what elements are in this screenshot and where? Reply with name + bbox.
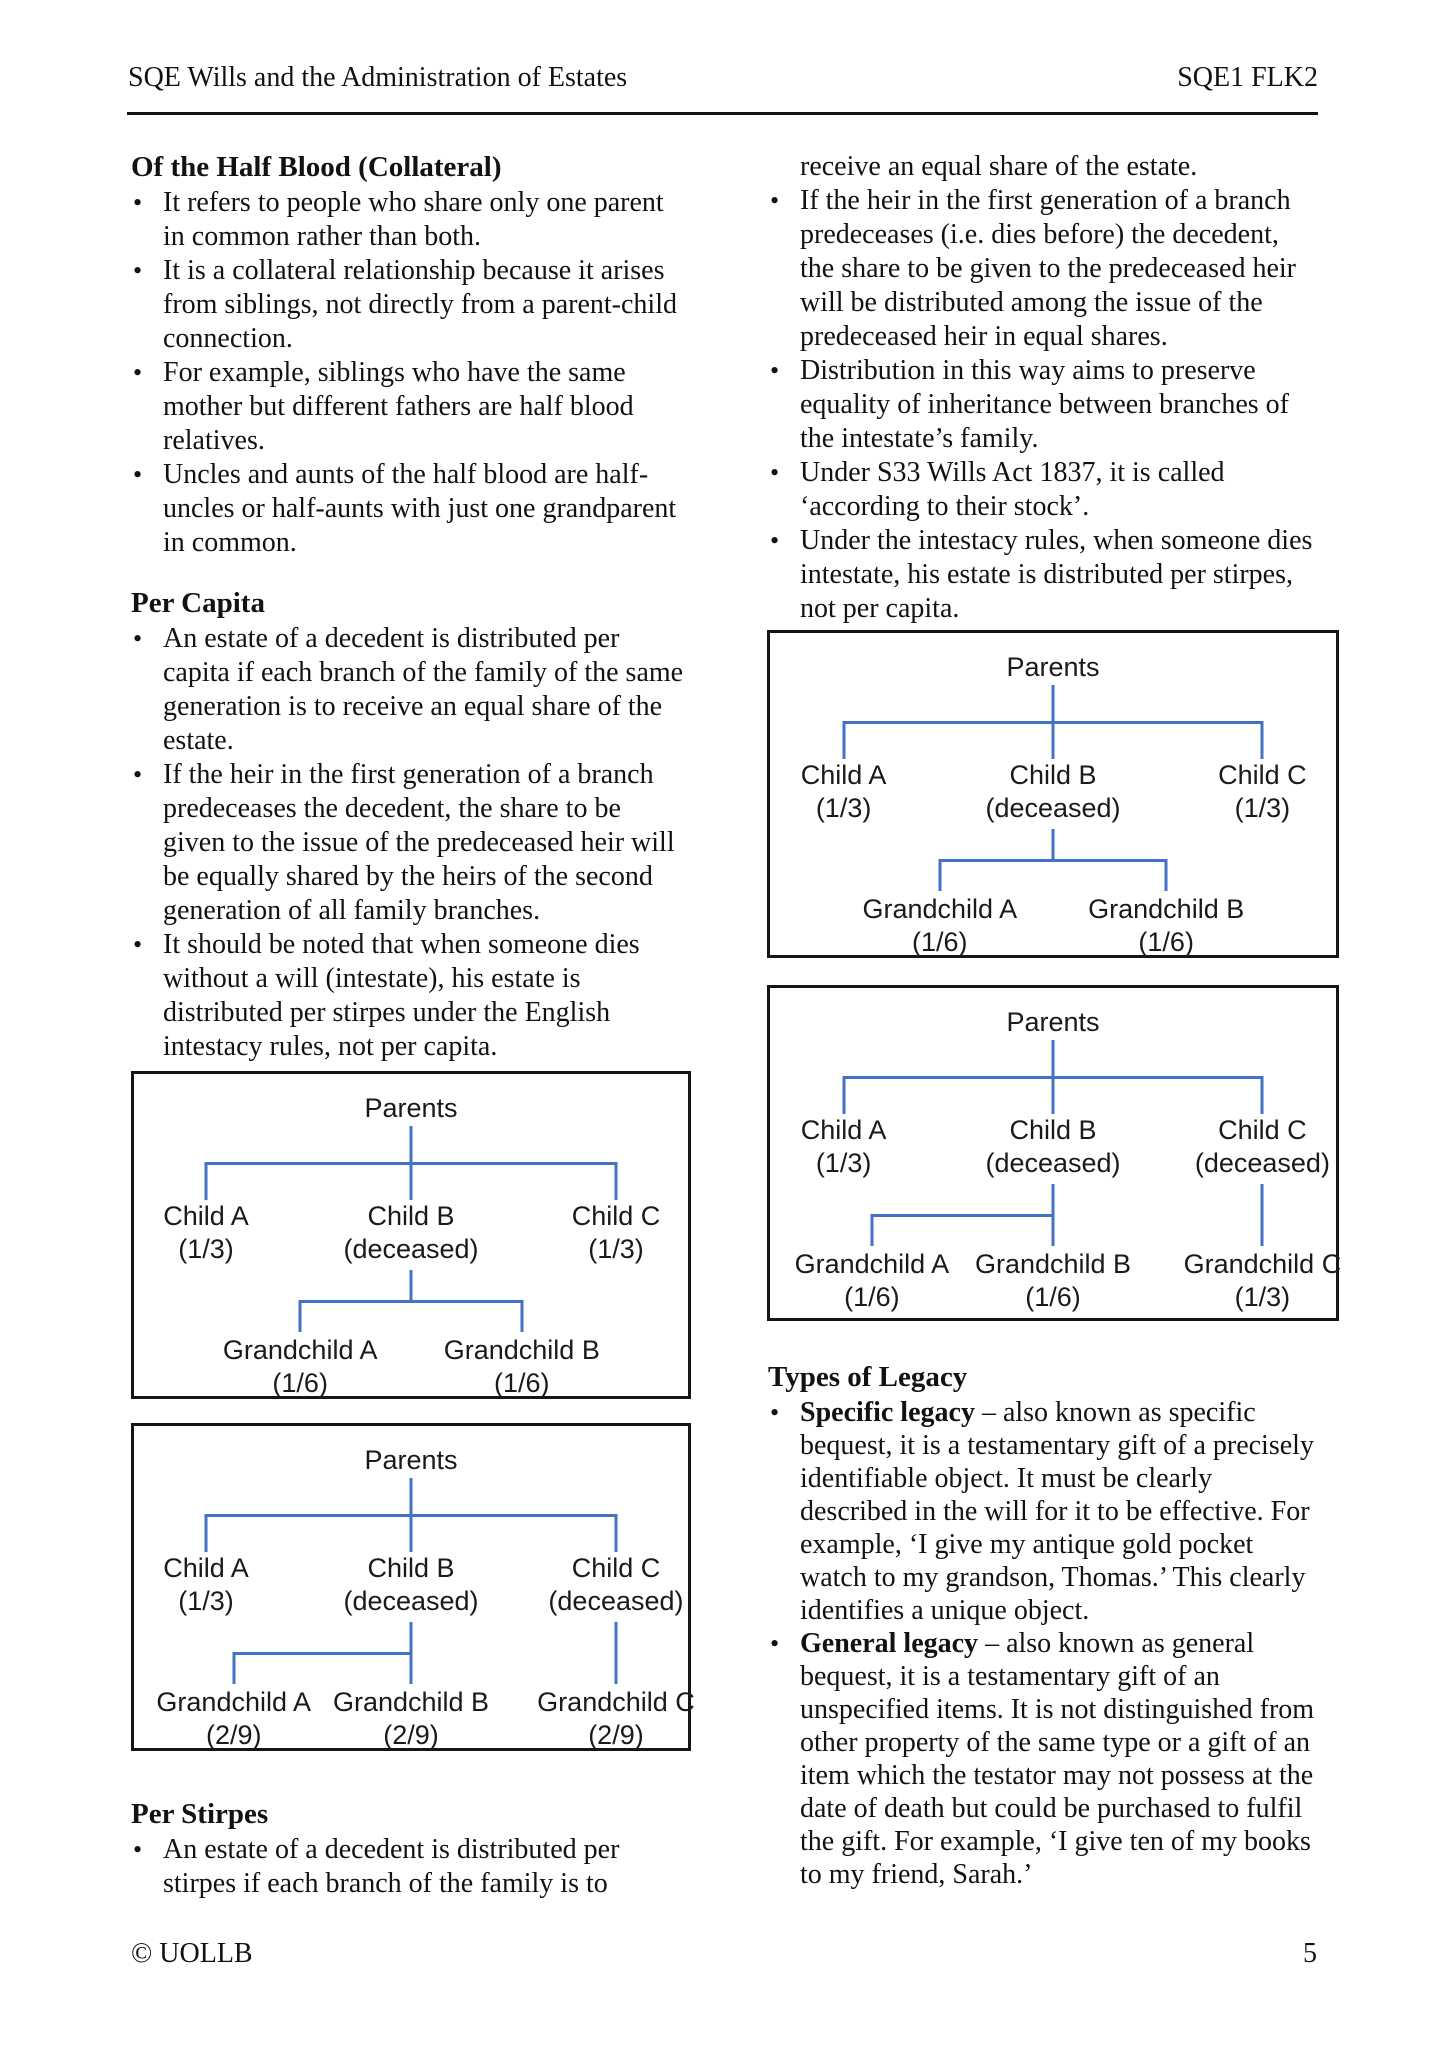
bullet-marker: • xyxy=(133,1835,143,1864)
node-share: (1/3) xyxy=(588,1234,644,1264)
node-share: (1/6) xyxy=(494,1368,550,1398)
node-share: (deceased) xyxy=(343,1586,479,1616)
tree-connector xyxy=(1165,859,1168,891)
section-heading-per-capita: Per Capita xyxy=(131,587,265,619)
bullet-marker: • xyxy=(770,356,780,385)
tree-connector xyxy=(299,1300,302,1332)
node-share: (2/9) xyxy=(383,1720,439,1750)
bullet-item xyxy=(768,354,1320,456)
node-share: (1/6) xyxy=(1138,927,1194,957)
node-label: Child B xyxy=(367,1553,455,1583)
bullet-item xyxy=(768,1627,1320,1891)
bullet-list-legacy xyxy=(768,1396,1320,1891)
bullet-item xyxy=(131,254,687,356)
bullet-item xyxy=(131,758,687,928)
bullet-text: An estate of a decedent is distributed per capita if each branch of the family of the same generation is to receive an equal share of the estate. xyxy=(163,623,684,756)
bullet-text: For example, siblings who have the same mother but different fathers are half blood relatives. xyxy=(163,357,634,456)
node-label: Child C xyxy=(571,1553,661,1583)
bullet-marker: • xyxy=(770,186,780,215)
node-label: Grandchild B xyxy=(1088,894,1245,924)
tree-node-child-c xyxy=(1195,1114,1330,1180)
tree-connector xyxy=(410,1270,413,1300)
node-label: Child B xyxy=(1009,760,1097,790)
bullet-marker: • xyxy=(133,760,143,789)
node-label: Grandchild A xyxy=(156,1687,312,1717)
tree-connector xyxy=(614,1514,617,1552)
legacy-definition: – also known as general bequest, it is a testamentary gift of an unspecified items. It is not distinguished from other property of the same type or a gift of an item which the testator may not possess at the date of death but could be purchased to fulfil the gift. For example, ‘I give ten of my books to my friend, Sarah.’ xyxy=(800,1628,1315,1890)
page-number: 5 xyxy=(1303,1938,1317,1969)
bullet-item xyxy=(768,524,1320,626)
tree-node-grandchild-b xyxy=(333,1686,489,1752)
bullet-marker: • xyxy=(770,1398,780,1427)
tree-connector xyxy=(1261,721,1264,759)
tree-connector xyxy=(205,1514,208,1552)
tree-node-child-b xyxy=(985,1114,1120,1180)
node-label: Grandchild C xyxy=(537,1687,695,1717)
tree-connector xyxy=(1261,1184,1264,1246)
tree-connector xyxy=(205,1162,208,1200)
node-share: (deceased) xyxy=(1194,1148,1330,1178)
tree-connector xyxy=(410,1652,413,1684)
bullet-marker: • xyxy=(770,1629,780,1658)
bullet-marker: • xyxy=(133,460,143,489)
node-label: Grandchild C xyxy=(1183,1249,1342,1279)
tree-node-child-c xyxy=(1218,759,1307,825)
bullet-item xyxy=(131,622,687,758)
pedigree-diagram-3 xyxy=(767,630,1339,958)
bullet-text: Under the intestacy rules, when someone dies intestate, his estate is distributed per stirpes, not per capita. xyxy=(800,525,1313,624)
node-share: (deceased) xyxy=(343,1234,479,1264)
tree-node-child-a xyxy=(801,759,887,825)
tree-node-child-b xyxy=(985,759,1120,825)
node-label: Child C xyxy=(1218,1115,1307,1145)
tree-connector xyxy=(614,1622,617,1684)
tree-connector xyxy=(842,721,845,759)
tree-node-parents: Parents xyxy=(1006,1007,1100,1037)
tree-connector xyxy=(300,1300,522,1303)
bullet-text xyxy=(800,1628,1314,1890)
tree-connector xyxy=(410,1622,413,1652)
tree-connector xyxy=(520,1300,523,1332)
tree-node-grandchild-b xyxy=(1088,893,1244,959)
header-title-right: SQE1 FLK2 xyxy=(1177,62,1318,93)
node-share: (deceased) xyxy=(548,1586,684,1616)
node-label: Grandchild A xyxy=(222,1335,378,1365)
tree-node-child-b xyxy=(343,1552,478,1618)
tree-connector xyxy=(940,859,1166,862)
pedigree-diagram-2 xyxy=(131,1423,695,1751)
bullet-marker: • xyxy=(133,624,143,653)
tree-connector xyxy=(232,1652,235,1684)
node-share: (1/3) xyxy=(178,1586,234,1616)
bullet-item xyxy=(131,458,687,560)
tree-connector xyxy=(1052,1214,1055,1246)
node-label: Child B xyxy=(1009,1115,1097,1145)
bullet-item xyxy=(768,456,1320,524)
tree-connector xyxy=(614,1162,617,1200)
node-label: Child C xyxy=(571,1201,661,1231)
node-label: Grandchild A xyxy=(794,1249,950,1279)
node-share: (deceased) xyxy=(985,1148,1121,1178)
node-label: Grandchild A xyxy=(862,894,1018,924)
tree-node-child-b xyxy=(343,1200,478,1266)
tree-node-child-a xyxy=(801,1114,887,1180)
node-share: (1/3) xyxy=(178,1234,234,1264)
tree-node-parents: Parents xyxy=(364,1445,458,1475)
tree-node-child-a xyxy=(163,1552,249,1618)
tree-connector xyxy=(206,1514,616,1517)
bullet-text xyxy=(800,1397,1314,1626)
bullet-marker: • xyxy=(133,256,143,285)
bullet-marker: • xyxy=(133,930,143,959)
tree-connector xyxy=(1052,829,1055,859)
page-footer xyxy=(131,1938,1317,1970)
legacy-term: Specific legacy xyxy=(800,1397,975,1428)
bullet-marker: • xyxy=(133,188,143,217)
bullet-text: Distribution in this way aims to preserve equality of inheritance between branches of the intestate’s family. xyxy=(800,355,1290,454)
pedigree-diagram-4 xyxy=(767,985,1342,1321)
node-share: (1/6) xyxy=(844,1282,900,1312)
bullet-marker: • xyxy=(770,526,780,555)
bullet-item xyxy=(131,1833,687,1901)
tree-connector xyxy=(844,721,1263,724)
section-heading-half-blood: Of the Half Blood (Collateral) xyxy=(131,151,502,183)
legacy-definition: – also known as specific bequest, it is a testamentary gift of a precisely identifiable object. It must be clearly described in the will for it to be effective. For example, ‘I give my antique gold pocket watch to my grandson, Thomas.’ This clearly identifies a unique object. xyxy=(800,1397,1314,1626)
node-share: (1/3) xyxy=(1234,793,1291,823)
tree-node-parents: Parents xyxy=(364,1093,458,1123)
bullet-text: Uncles and aunts of the half blood are half-uncles or half-aunts with just one grandparent in common. xyxy=(163,459,677,558)
bullet-text: Under S33 Wills Act 1837, it is called ‘according to their stock’. xyxy=(800,457,1225,522)
tree-node-grandchild-a xyxy=(223,1334,378,1400)
bullet-list-per-stirpes xyxy=(131,1833,687,1901)
node-share: (1/3) xyxy=(815,1148,872,1178)
legacy-term: General legacy xyxy=(800,1628,979,1659)
bullet-item xyxy=(131,186,687,254)
tree-node-grandchild-b xyxy=(444,1334,600,1400)
node-share: (1/6) xyxy=(912,927,968,957)
bullet-item xyxy=(131,928,687,1064)
tree-node-grandchild-a xyxy=(863,893,1018,959)
bullet-text: It is a collateral relationship because it arises from siblings, not directly from a parent-child connection. xyxy=(163,255,677,354)
tree-connector xyxy=(938,859,941,891)
tree-connector xyxy=(842,1076,845,1114)
tree-connector xyxy=(1261,1076,1264,1114)
node-label: Child A xyxy=(163,1553,249,1583)
node-label: Grandchild B xyxy=(332,1687,490,1717)
tree-connector xyxy=(870,1214,873,1246)
node-share: (2/9) xyxy=(205,1720,262,1750)
tree-node-child-c xyxy=(572,1200,661,1266)
tree-node-grandchild-a xyxy=(795,1248,950,1314)
tree-node-grandchild-c xyxy=(1184,1248,1342,1314)
tree-node-parents: Parents xyxy=(1006,652,1100,682)
pedigree-diagram-1 xyxy=(131,1071,691,1399)
node-label: Grandchild B xyxy=(443,1335,600,1365)
node-label: Child A xyxy=(800,760,887,790)
header-title-left: SQE Wills and the Administration of Estates xyxy=(128,62,628,93)
tree-node-grandchild-a xyxy=(156,1686,311,1752)
node-label: Child B xyxy=(367,1201,455,1231)
tree-connector xyxy=(1052,1184,1055,1214)
tree-connector xyxy=(872,1214,1053,1217)
tree-connector xyxy=(234,1652,411,1655)
tree-node-grandchild-c xyxy=(537,1686,695,1752)
bullet-item xyxy=(768,1396,1320,1627)
node-label: Grandchild B xyxy=(974,1249,1132,1279)
node-share: (2/9) xyxy=(588,1720,644,1750)
copyright: © UOLLB xyxy=(131,1938,253,1969)
bullet-marker: • xyxy=(133,358,143,387)
node-share: (1/3) xyxy=(815,793,872,823)
tree-connector xyxy=(206,1162,616,1165)
bullet-list-half-blood xyxy=(131,186,687,560)
bullet-list-per-stirpes-rules xyxy=(768,184,1320,626)
bullet-text: An estate of a decedent is distributed per stirpes if each branch of the family is to xyxy=(163,1834,620,1899)
bullet-text: It refers to people who share only one parent in common rather than both. xyxy=(163,187,664,252)
bullet-text: If the heir in the first generation of a branch predeceases (i.e. dies before) the decedent, the share to be given to the predeceased heir will be distributed among the issue of the predeceased heir in equal shares. xyxy=(800,185,1297,352)
node-share: (1/3) xyxy=(1234,1282,1291,1312)
continuation-text: receive an equal share of the estate. xyxy=(800,151,1198,182)
header-rule xyxy=(127,112,1318,115)
bullet-marker: • xyxy=(770,458,780,487)
node-label: Child C xyxy=(1218,760,1307,790)
tree-node-child-a xyxy=(163,1200,249,1266)
section-heading-per-stirpes: Per Stirpes xyxy=(131,1798,269,1830)
page-header xyxy=(128,62,1318,94)
bullet-item xyxy=(131,356,687,458)
node-share: (deceased) xyxy=(985,793,1121,823)
node-label: Child A xyxy=(163,1201,249,1231)
node-label: Child A xyxy=(800,1115,887,1145)
bullet-text: It should be noted that when someone dies without a will (intestate), his estate is distributed per stirpes under the English intestacy rules, not per capita. xyxy=(163,929,640,1062)
node-share: (1/6) xyxy=(1025,1282,1081,1312)
tree-node-child-c xyxy=(548,1552,683,1618)
node-share: (1/6) xyxy=(272,1368,328,1398)
bullet-text: If the heir in the first generation of a branch predeceases the decedent, the share to be given to the issue of the predeceased heir will be equally shared by the heirs of the second generation of all family branches. xyxy=(163,759,675,926)
section-heading-types-of-legacy: Types of Legacy xyxy=(768,1361,968,1393)
bullet-list-per-capita xyxy=(131,622,687,1064)
tree-connector xyxy=(844,1076,1263,1079)
bullet-item xyxy=(768,184,1320,354)
tree-node-grandchild-b xyxy=(975,1248,1131,1314)
